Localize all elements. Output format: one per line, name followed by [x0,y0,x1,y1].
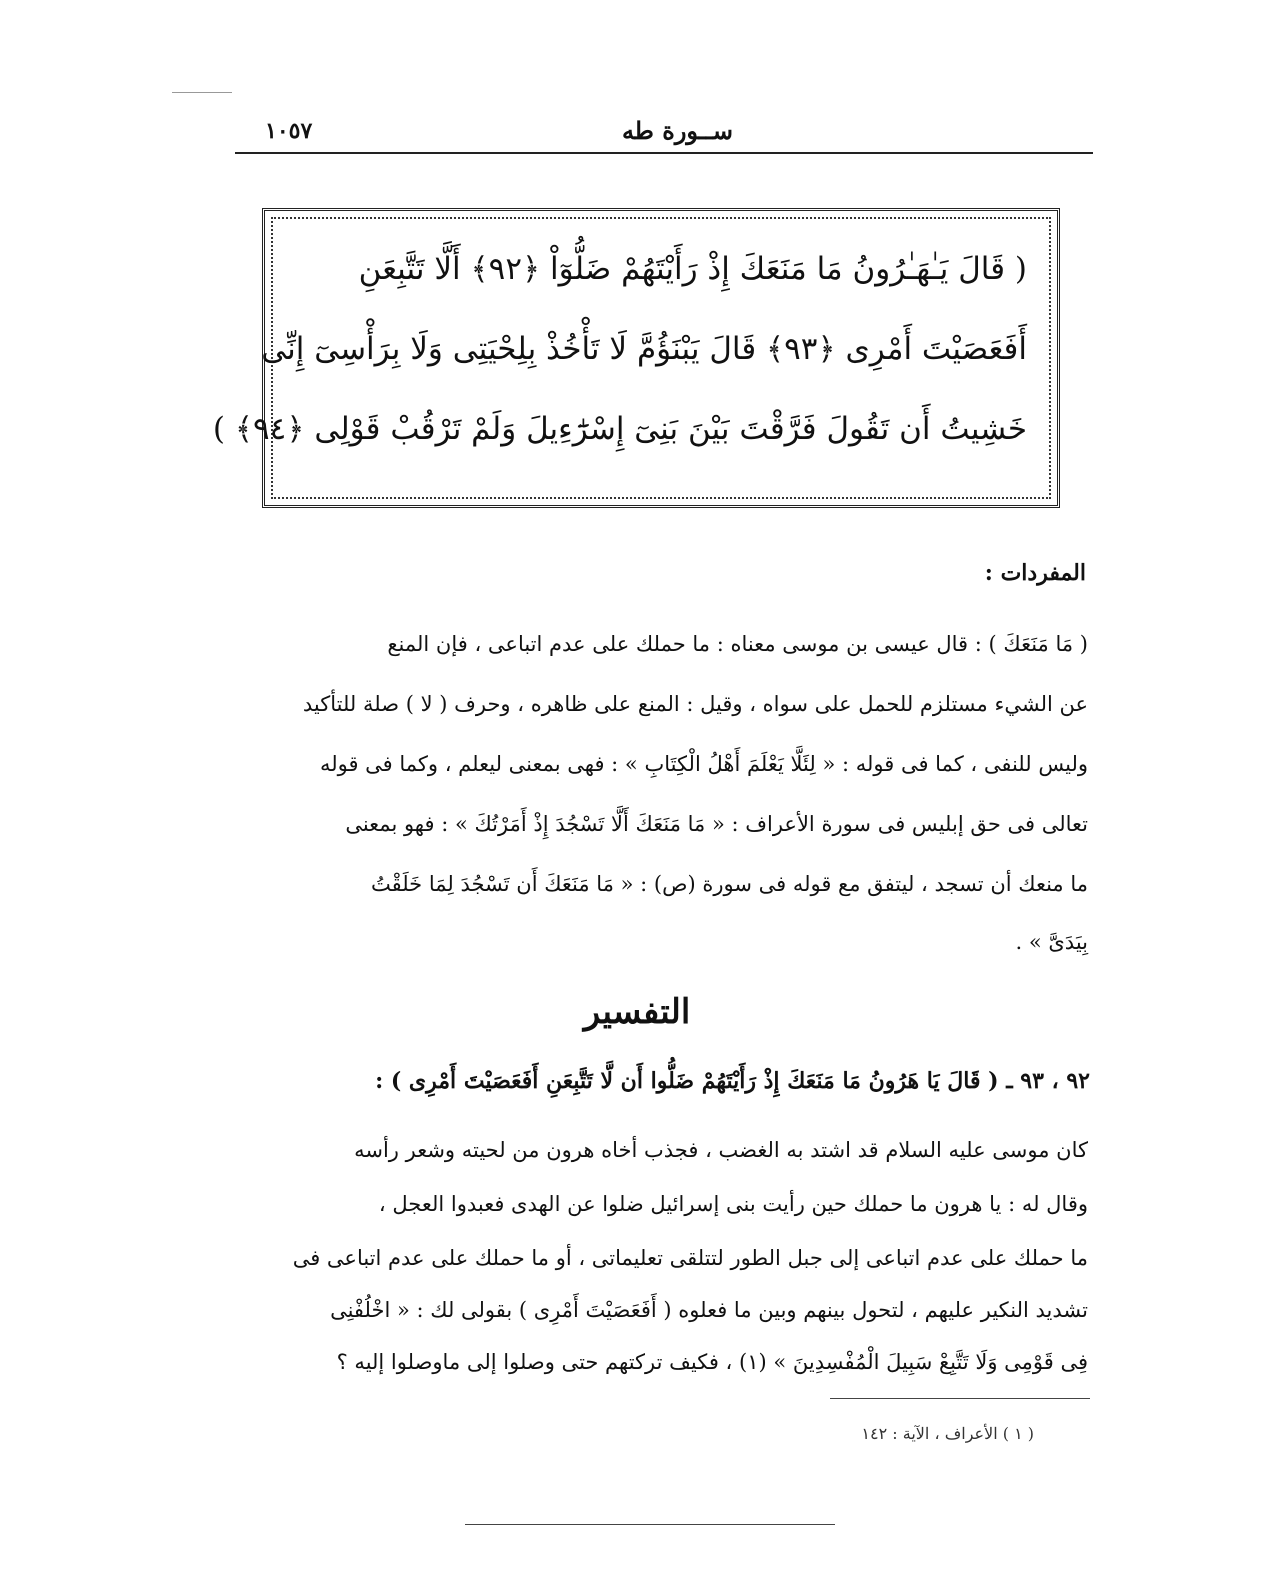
footnote: ( ١ ) الأعراف ، الآية : ١٤٢ [861,1424,1034,1443]
vocab-line: تعالى فى حق إبليس فى سورة الأعراف : « مَا مَنَعَكَ أَلَّا تَسْجُدَ إِذْ أَمَرْتُكَ » : فهو بمعنى [345,812,1088,836]
tafsir-line: تشديد النكير عليهم ، لتحول بينهم وبين ما فعلوه ( أَفَعَصَيْتَ أَمْرِى ) بقولى لك : « اخْلُفْنِى [330,1298,1088,1322]
verse-line-3: خَشِيتُ أَن تَقُولَ فَرَّقْتَ بَيْنَ بَنِىٓ إِسْرَٰٓءِيلَ وَلَمْ تَرْقُبْ قَوْلِى ﴿٩٤﴾ ) [212,411,1027,447]
surah-title: ســورة طه [621,116,733,145]
scan-artifact-line [172,92,232,93]
vocab-line: ( مَا مَنَعَكَ ) : قال عيسى بن موسى معناه : ما حملك على عدم اتباعى ، فإن المنع [387,632,1088,656]
verse-frame [212,208,1060,508]
vocab-line: ما منعك أن تسجد ، ليتفق مع قوله فى سورة (ص) : « مَا مَنَعَكَ أَن تَسْجُدَ لِمَا خَلَقْتُ [370,872,1088,896]
tafsir-heading: التفسير [583,992,691,1032]
tafsir-line: ما حملك على عدم اتباعى إلى جبل الطور لتتلقى تعليماتى ، أو ما حملك على عدم اتباعى فى [292,1246,1088,1270]
vocab-line: بِيَدَىَّ » . [1015,930,1088,954]
vocab-label: المفردات : [984,560,1086,586]
bottom-rule [465,1524,835,1525]
tafsir-line: فِى قَوْمِى وَلَا تَتَّبِعْ سَبِيلَ الْمُفْسِدِينَ » (١) ، فكيف تركتهم حتى وصلوا إلى ماوصلوا إليه ؟ [336,1350,1088,1374]
tafsir-line: وقال له : يا هرون ما حملك حين رأيت بنى إسرائيل ضلوا عن الهدى فعبدوا العجل ، [378,1192,1088,1216]
footnote-rule [830,1398,1090,1399]
tafsir-verse-ref: ٩٢ ، ٩٣ ـ ( قَالَ يَا هَرُونُ مَا مَنَعَكَ إِذْ رَأَيْتَهُمْ ضَلُّوا أَن لَّا تَتَّبِعَنِ أَفَعَصَيْتَ أَمْرِى ) : [375,1068,1090,1094]
header-rule [235,152,1093,154]
tafsir-line: كان موسى عليه السلام قد اشتد به الغضب ، فجذب أخاه هرون من لحيته وشعر رأسه [354,1138,1088,1162]
vocab-line: وليس للنفى ، كما فى قوله : « لِئَلَّا يَعْلَمَ أَهْلُ الْكِتَابِ » : فهى بمعنى ليعلم ، وكما فى قوله [319,752,1088,776]
vocab-line: عن الشيء مستلزم للحمل على سواه ، وقيل : المنع على ظاهره ، وحرف ( لا ) صلة للتأكيد [302,692,1088,716]
page-number: ١٠٥٧ [265,118,313,144]
page-header [235,112,1093,152]
verse-line-2: أَفَعَصَيْتَ أَمْرِى ﴿٩٣﴾ قَالَ يَبْنَؤُمَّ لَا تَأْخُذْ بِلِحْيَتِى وَلَا بِرَأْسِىٓ إِنِّى [261,331,1027,367]
verse-line-1: ( قَالَ يَـٰهَـٰرُونُ مَا مَنَعَكَ إِذْ رَأَيْتَهُمْ ضَلُّوٓاْ ﴿٩٢﴾ أَلَّا تَتَّبِعَنِ [358,251,1027,287]
